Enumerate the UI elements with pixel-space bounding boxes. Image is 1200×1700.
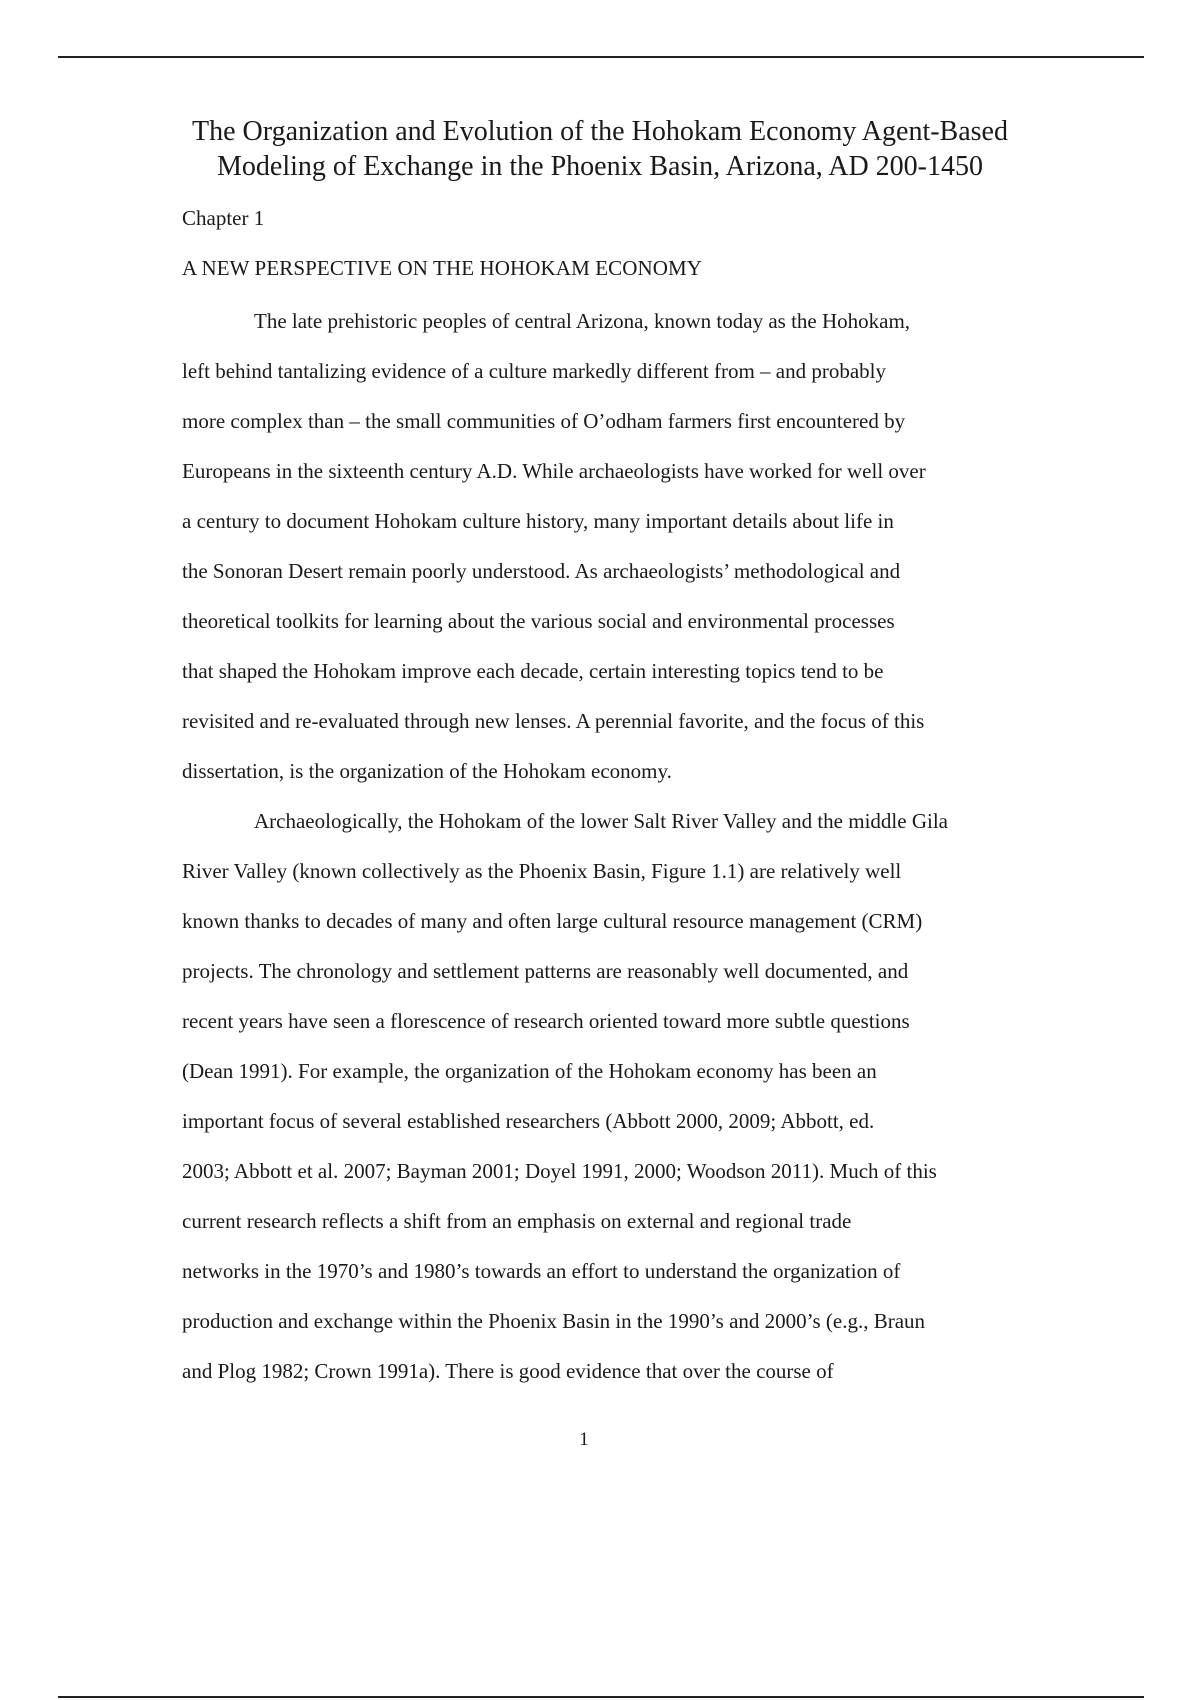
text-line: networks in the 1970’s and 1980’s towards an effort to understand the organization of: [182, 1259, 901, 1283]
section-heading: A NEW PERSPECTIVE ON THE HOHOKAM ECONOMY: [182, 256, 703, 280]
text-line: the Sonoran Desert remain poorly understood. As archaeologists’ methodological and: [182, 559, 901, 583]
title-line-2: Modeling of Exchange in the Phoenix Basin, Arizona, AD 200-1450: [217, 151, 983, 182]
text-line: projects. The chronology and settlement patterns are reasonably well documented, and: [182, 959, 909, 983]
chapter-label: Chapter 1: [182, 206, 265, 230]
text-line: theoretical toolkits for learning about the various social and environmental processes: [182, 609, 895, 633]
text-line: and Plog 1982; Crown 1991a). There is good evidence that over the course of: [182, 1359, 834, 1383]
text-line: The late prehistoric peoples of central Arizona, known today as the Hohokam,: [254, 309, 911, 333]
text-line: Archaeologically, the Hohokam of the lower Salt River Valley and the middle Gila: [254, 809, 948, 833]
text-line: 2003; Abbott et al. 2007; Bayman 2001; Doyel 1991, 2000; Woodson 2011). Much of this: [182, 1159, 937, 1183]
text-line: that shaped the Hohokam improve each decade, certain interesting topics tend to be: [182, 659, 884, 683]
text-line: River Valley (known collectively as the Phoenix Basin, Figure 1.1) are relatively well: [182, 859, 902, 883]
text-line: dissertation, is the organization of the Hohokam economy.: [182, 759, 672, 783]
top-rule: [58, 56, 1144, 58]
text-line: revisited and re-evaluated through new lenses. A perennial favorite, and the focus of this: [182, 709, 925, 733]
title-line-1: The Organization and Evolution of the Hohokam Economy Agent-Based: [192, 116, 1008, 147]
text-line: current research reflects a shift from an emphasis on external and regional trade: [182, 1209, 852, 1233]
text-line: more complex than – the small communities of O’odham farmers first encountered by: [182, 409, 906, 433]
text-line: (Dean 1991). For example, the organization of the Hohokam economy has been an: [182, 1059, 877, 1083]
text-line: recent years have seen a florescence of research oriented toward more subtle questions: [182, 1009, 910, 1033]
document-title: [150, 114, 1050, 184]
page-number: 1: [579, 1429, 589, 1450]
text-line: Europeans in the sixteenth century A.D. While archaeologists have worked for well over: [182, 459, 926, 483]
text-line: left behind tantalizing evidence of a culture markedly different from – and probably: [182, 359, 887, 383]
bottom-rule: [58, 1696, 1144, 1698]
text-line: known thanks to decades of many and often large cultural resource management (CRM): [182, 909, 923, 933]
body-text: [182, 305, 1082, 1405]
text-line: production and exchange within the Phoenix Basin in the 1990’s and 2000’s (e.g., Braun: [182, 1309, 926, 1333]
text-line: a century to document Hohokam culture history, many important details about life in: [182, 509, 894, 533]
text-line: important focus of several established researchers (Abbott 2000, 2009; Abbott, ed.: [182, 1109, 875, 1133]
